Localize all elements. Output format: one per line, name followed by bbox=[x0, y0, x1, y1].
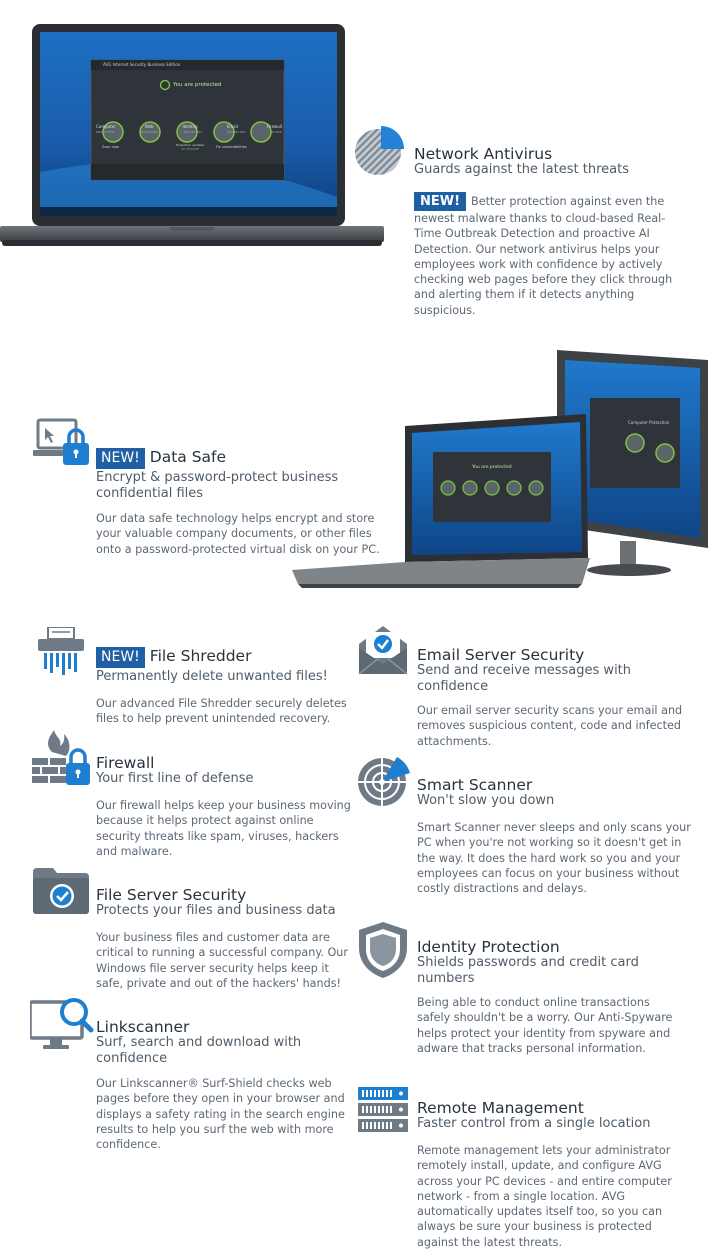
smart-scanner-body: Smart Scanner never sleeps and only scans your PC when you're not working so it doesn't get in the way. It does the hard work so you and your employees can focus on your business without costly distractions and delays. bbox=[417, 821, 691, 896]
linkscanner-subtitle: Surf, search and download with confidence bbox=[96, 1035, 302, 1066]
network-antivirus-subtitle: Guards against the latest threats bbox=[414, 162, 629, 177]
laptop-illustration bbox=[0, 22, 384, 254]
network-antivirus-text: Better protection against even the newest malware thanks to cloud-based Real-Time Outbreak Detection and proactive AI Detection. Our network antivirus helps your employees work with confidence by actively checking web pages before they click through and alerting them if it detects anything suspicious. bbox=[414, 195, 673, 317]
monitor-app-status: You are protected bbox=[472, 465, 512, 470]
data-safe-heading bbox=[96, 448, 226, 469]
data-safe-body: Our data safe technology helps encrypt and store your valuable company documents, or other files onto a password-protected virtual disk on your PC. bbox=[96, 512, 380, 556]
tile-sub-2: PROTECTED bbox=[183, 130, 202, 134]
monitor-app-title: Computer Protection bbox=[628, 420, 670, 425]
email-server-body: Our email server security scans your email and removes suspicious content, code and infected attachments. bbox=[417, 704, 683, 748]
file-server-subtitle: Protects your files and business data bbox=[96, 903, 336, 918]
identity-title: Identity Protection bbox=[417, 938, 560, 956]
data-safe-subtitle: Encrypt & password-protect business confidential files bbox=[96, 470, 339, 501]
updates-label: Protection updates bbox=[176, 143, 205, 147]
file-server-body: Your business files and customer data are critical to running a successful company. Our Windows file server security helps keep it safe, private and out of the hackers' hands! bbox=[96, 931, 348, 990]
laptop-footer-updates bbox=[176, 143, 204, 151]
new-badge: NEW! bbox=[96, 647, 145, 668]
pie-chart-icon bbox=[352, 125, 404, 177]
laptop-tile-labels bbox=[96, 124, 282, 129]
tile-sub-1: PROTECTED bbox=[139, 130, 158, 134]
identity-subtitle: Shields passwords and credit card numbers bbox=[417, 955, 639, 986]
file-shredder-heading bbox=[96, 647, 251, 668]
tile-sub-0: PROTECTED bbox=[96, 130, 115, 134]
network-antivirus-body bbox=[414, 192, 680, 318]
tile-firewall: Firewall bbox=[266, 124, 282, 129]
firewall-body: Our firewall helps keep your business moving because it helps protect against online security threats like spam, viruses, hackers and malware. bbox=[96, 799, 351, 858]
laptop-app-title: AVG Internet Security Business Edition bbox=[103, 62, 181, 67]
file-server-title: File Server Security bbox=[96, 886, 247, 904]
network-antivirus-title: Network Antivirus bbox=[414, 145, 553, 163]
radar-icon bbox=[357, 753, 411, 807]
email-server-title: Email Server Security bbox=[417, 646, 585, 664]
remote-title: Remote Management bbox=[417, 1099, 584, 1117]
laptop-footer-fix: Fix vulnerabilities bbox=[216, 145, 247, 149]
updates-status: UP TO DATE bbox=[181, 147, 200, 151]
tile-identity: Identity bbox=[182, 124, 198, 129]
firewall-title: Firewall bbox=[96, 754, 155, 772]
email-server-subtitle: Send and receive messages with confidence bbox=[417, 663, 632, 694]
smart-scanner-title: Smart Scanner bbox=[417, 776, 533, 794]
file-shredder-subtitle: Permanently delete unwanted files! bbox=[96, 669, 328, 684]
linkscanner-title: Linkscanner bbox=[96, 1018, 190, 1036]
linkscanner-body: Our Linkscanner® Surf-Shield checks web pages before they open in your browser and displays a safety rating in the search engine results to help you surf the web with more confidence. bbox=[96, 1077, 345, 1152]
laptop-tile-sublabels bbox=[96, 130, 282, 134]
data-safe-title: Data Safe bbox=[149, 448, 227, 466]
monitor-magnifier-icon bbox=[30, 996, 94, 1052]
remote-subtitle: Faster control from a single location bbox=[417, 1116, 651, 1131]
laptop-lock-icon bbox=[33, 418, 91, 468]
laptop-footer-scan: Scan now bbox=[102, 145, 119, 149]
new-badge: NEW! bbox=[96, 448, 145, 469]
firewall-icon bbox=[32, 730, 92, 786]
tile-web: Web bbox=[144, 124, 154, 129]
tile-sub-4: ACTIVE bbox=[271, 130, 282, 134]
smart-scanner-subtitle: Won't slow you down bbox=[417, 793, 555, 808]
shredder-icon bbox=[36, 627, 86, 675]
server-rack-icon bbox=[358, 1087, 410, 1135]
file-shredder-title: File Shredder bbox=[149, 647, 252, 665]
hero-laptop-image bbox=[0, 22, 384, 254]
laptop-status-text: You are protected bbox=[173, 82, 222, 88]
tile-email: Email bbox=[226, 124, 238, 129]
folder-check-icon bbox=[33, 868, 89, 914]
envelope-check-icon bbox=[357, 624, 409, 676]
tile-sub-3: PROTECTED bbox=[227, 130, 246, 134]
identity-body: Being able to conduct online transactions safely shouldn't be a worry. Our Anti-Spyware helps protect your identity from spyware and adware that tracks personal information. bbox=[417, 996, 673, 1055]
shield-icon bbox=[359, 922, 407, 978]
new-badge: NEW! bbox=[414, 192, 466, 211]
remote-body: Remote management lets your administrator remotely install, update, and configure AVG across your PC devices - and entire computer network - from a single location. AVG automatically updates itself too, so you can always be sure your business is protected against the latest threats. bbox=[417, 1144, 672, 1249]
tile-computer: Computer bbox=[96, 124, 116, 129]
firewall-subtitle: Your first line of defense bbox=[96, 771, 254, 786]
file-shredder-body: Our advanced File Shredder securely deletes files to help prevent unintended recovery. bbox=[96, 697, 347, 726]
